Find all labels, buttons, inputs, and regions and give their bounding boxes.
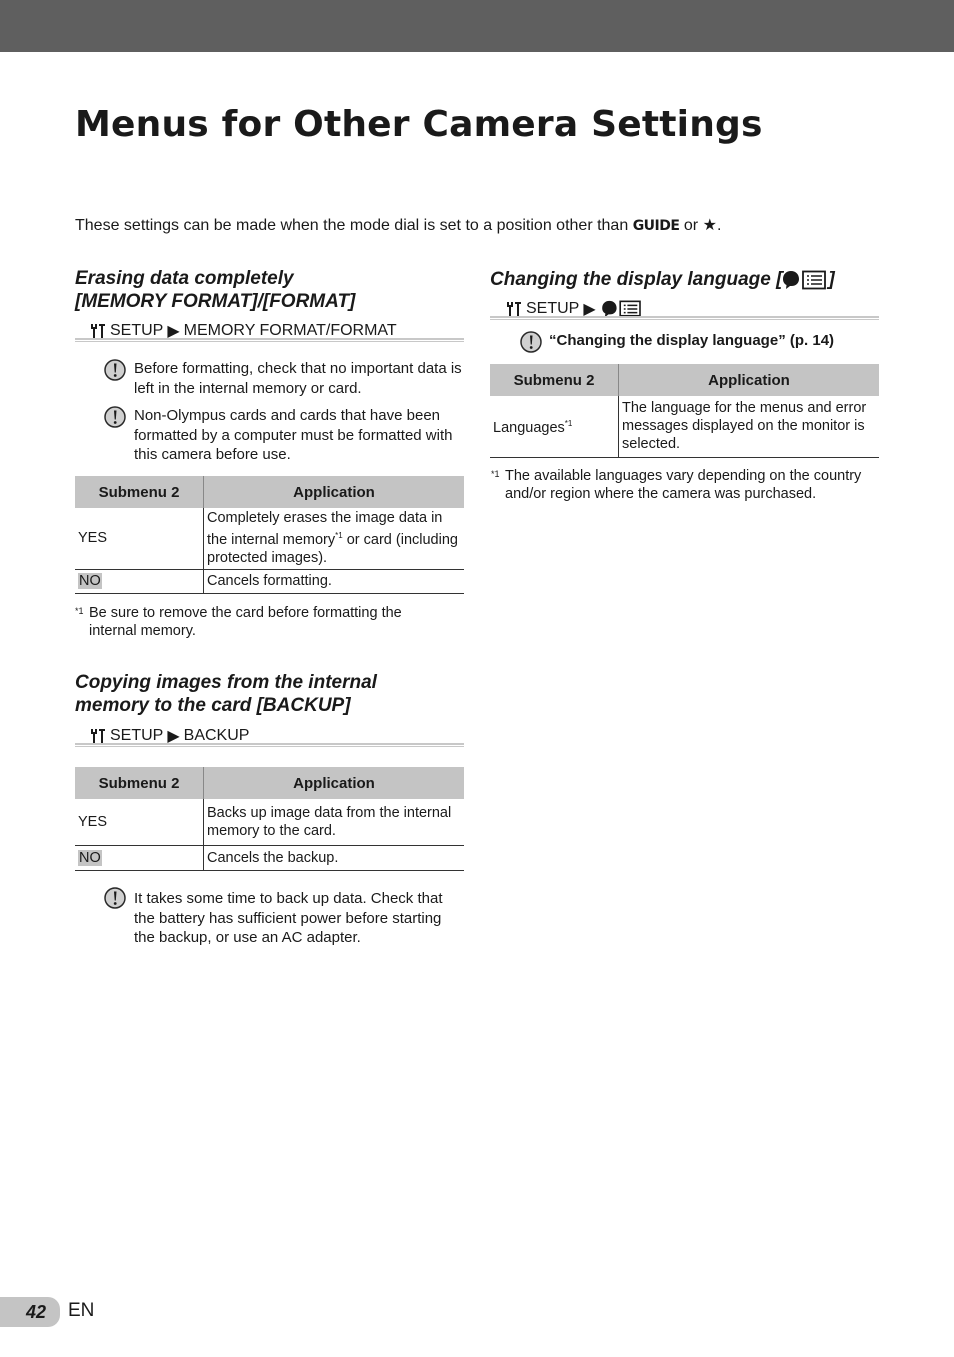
language-heading: Changing the display language [ ] xyxy=(490,269,835,290)
table-row: YES Backs up image data from the internal memory to the card. xyxy=(75,799,464,845)
intro-text: These settings can be made when the mode dial is set to a position other than GUIDE or ★. xyxy=(75,217,722,234)
caution-icon xyxy=(104,359,126,381)
column-header: Submenu 2 xyxy=(490,364,619,396)
column-header: Submenu 2 xyxy=(75,476,204,508)
language-footnote: *1 The available languages vary depending on the country and/or region where the camera was purchased. xyxy=(491,468,862,502)
setup-wrench-icon xyxy=(504,301,522,317)
backup-heading: Copying images from the internal memory to the card [BACKUP] xyxy=(75,672,377,716)
arrow-right-icon: ▶ xyxy=(167,323,180,340)
language-code: EN xyxy=(68,1300,95,1321)
column-header: Application xyxy=(204,476,465,508)
format-footnote: *1 Be sure to remove the card before formatting the internal memory. xyxy=(75,605,402,639)
caution-icon xyxy=(520,331,542,353)
setup-wrench-icon xyxy=(88,728,106,744)
top-banner xyxy=(0,0,954,52)
star-icon: ★ xyxy=(702,217,717,234)
table-row: NO Cancels the backup. xyxy=(75,845,464,870)
format-table xyxy=(75,476,464,594)
caution-icon xyxy=(104,887,126,909)
language-reference: “Changing the display language” (p. 14) xyxy=(549,332,835,349)
table-row: NO Cancels formatting. xyxy=(75,569,464,593)
setup-wrench-icon xyxy=(88,323,106,339)
arrow-right-icon: ▶ xyxy=(583,301,596,318)
column-header: Submenu 2 xyxy=(75,767,204,799)
format-menu-path: SETUP ▶ MEMORY FORMAT/FORMAT xyxy=(88,321,397,341)
backup-table xyxy=(75,767,464,871)
arrow-right-icon: ▶ xyxy=(167,728,180,745)
backup-menu-path: SETUP ▶ BACKUP xyxy=(88,726,249,746)
language-table xyxy=(490,364,879,458)
format-note-1: Before formatting, check that no important data is left in the internal memory or card. xyxy=(134,360,462,397)
column-header: Application xyxy=(204,767,465,799)
divider xyxy=(490,316,879,320)
guide-mode-label: GUIDE xyxy=(632,218,680,234)
divider xyxy=(75,338,464,342)
column-header: Application xyxy=(619,364,880,396)
page-number: 42 xyxy=(0,1297,60,1327)
caution-icon xyxy=(104,406,126,428)
format-heading: Erasing data completely [MEMORY FORMAT]/[FORMAT] xyxy=(75,268,356,312)
table-row: Languages$^{*1}$ The language for the menus and error messages displayed on the monitor is selected. xyxy=(490,396,879,457)
table-row: YES Completely erases the image data in the internal memory$^{*1}$ or card (including protected images). xyxy=(75,508,464,569)
backup-note: It takes some time to back up data. Check that the battery has sufficient power before starting the backup, or use an AC adapter. xyxy=(134,890,443,946)
language-menu-path: SETUP ▶ xyxy=(504,299,644,319)
page-title: Menus for Other Camera Settings xyxy=(75,104,763,145)
format-note-2: Non-Olympus cards and cards that have been formatted by a computer must be formatted with this camera before use. xyxy=(134,407,453,463)
language-icon xyxy=(782,269,828,291)
divider xyxy=(75,743,464,747)
